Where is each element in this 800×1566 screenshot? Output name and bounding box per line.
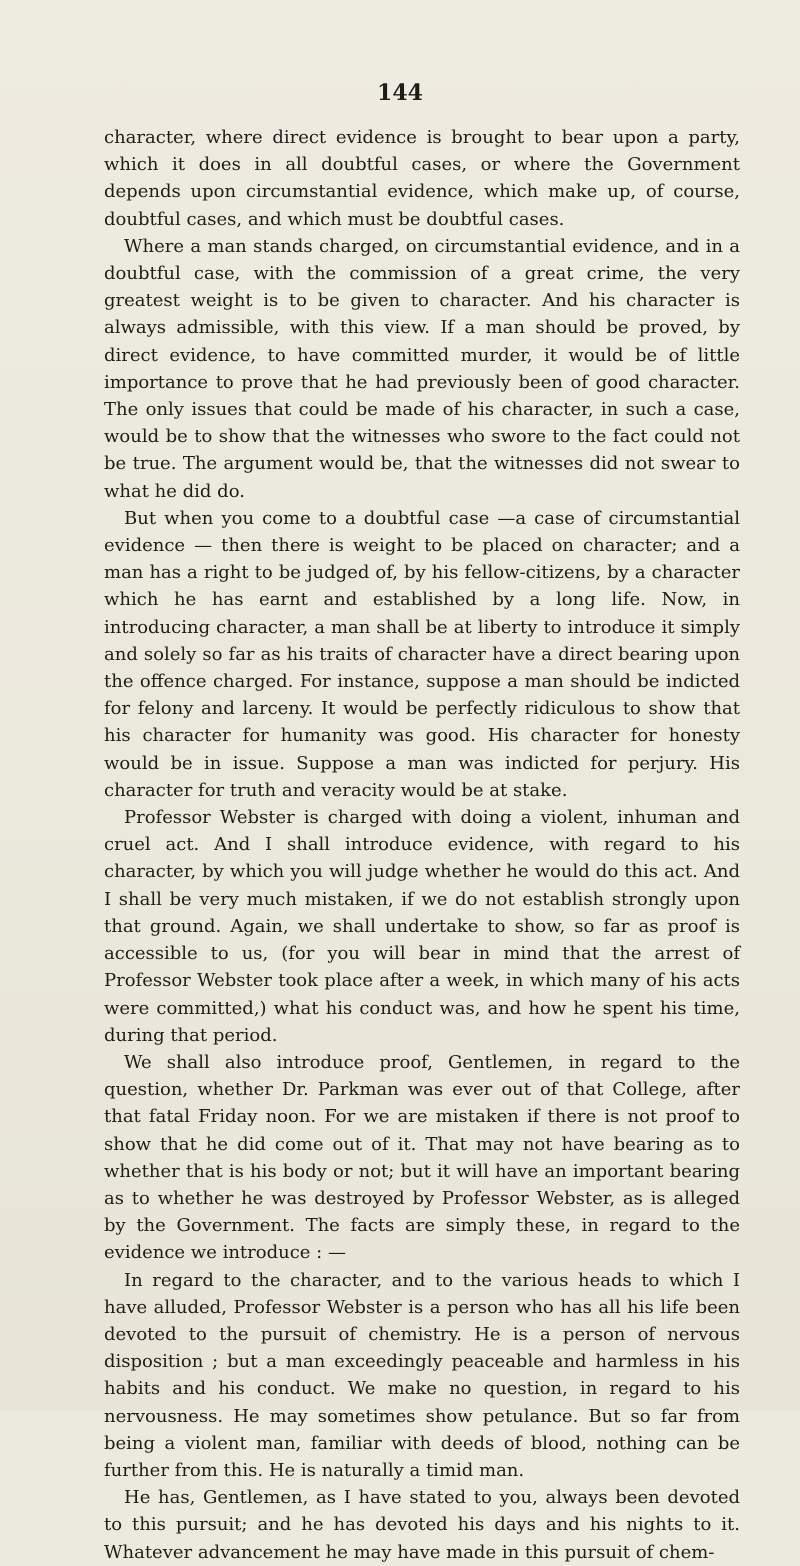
paragraph: Where a man stands charged, on circumstantial evidence, and in a doubtful case, with the commission of a great crime, the very greatest weight is to be given to character. And his character is always admissible, with this view. If a man should be proved, by direct evidence, to have committed murder, it would be of little importance to prove that he had previously been of good character. The only issues that could be made of his character, in such a case, would be to show that the witnesses who swore to the fact could not be true. The argument would be, that the witnesses did not swear to what he did do. (104, 235, 740, 502)
paragraph: But when you come to a doubtful case —a case of circumstantial evidence — then there is weight to be placed on character; and a man has a right to be judged of, by his fellow-citizens, by a character which he has earnt and established by a long life. Now, in introducing character, a man shall be at liberty to introduce it simply and solely so far as his traits of character have a direct bearing upon the offence charged. For instance, suppose a man should be indicted for felony and larceny. It would be perfectly ridiculous to show that his character for humanity was good. His character for honesty would be in issue. Suppose a man was indicted for perjury. His character for truth and veracity would be at stake. (104, 507, 740, 801)
paragraph: Professor Webster is charged with doing a violent, inhuman and cruel act. And I shall introduce evidence, with regard to his character, by which you will judge whether he would do this act. And I shall be very much mistaken, if we do not establish strongly upon that ground. Again, we shall undertake to show, so far as proof is accessible to us, (for you will bear in mind that the arrest of Professor Webster took place after a week, in which many of his acts were committed,) what his conduct was, and how he spent his time, during that period. (104, 807, 740, 1046)
body-text (104, 124, 740, 1566)
page-number: 144 (377, 80, 423, 106)
paragraph: character, where direct evidence is brought to bear upon a party, which it does in all doubtful cases, or where the Government depends upon circumstantial evidence, which make up, of course, doubtful cases, and which must be doubtful cases. (104, 127, 740, 230)
paragraph: In regard to the character, and to the various heads to which I have alluded, Professor Webster is a person who has all his life been devoted to the pursuit of chemistry. He is a person of nervous disposition ; but a man exceedingly peaceable and harmless in his habits and his conduct. We make no question, in regard to his nervousness. He may sometimes show petulance. But so far from being a violent man, familiar with deeds of blood, nothing can be further from this. He is naturally a timid man. (104, 1269, 740, 1481)
paragraph: He has, Gentlemen, as I have stated to you, always been devoted to this pursuit; and he has devoted his days and his nights to it. Whatever advancement he may have made in this pursuit of chem- (104, 1487, 740, 1563)
paragraph: We shall also introduce proof, Gentlemen, in regard to the question, whether Dr. Parkman was ever out of that College, after that fatal Friday noon. For we are mistaken if there is not proof to show that he did come out of it. That may not have bearing as to whether that is his body or not; but it will have an important bearing as to whether he was destroyed by Professor Webster, as is alleged by the Government. The facts are simply these, in regard to the evidence we introduce : — (104, 1051, 740, 1264)
